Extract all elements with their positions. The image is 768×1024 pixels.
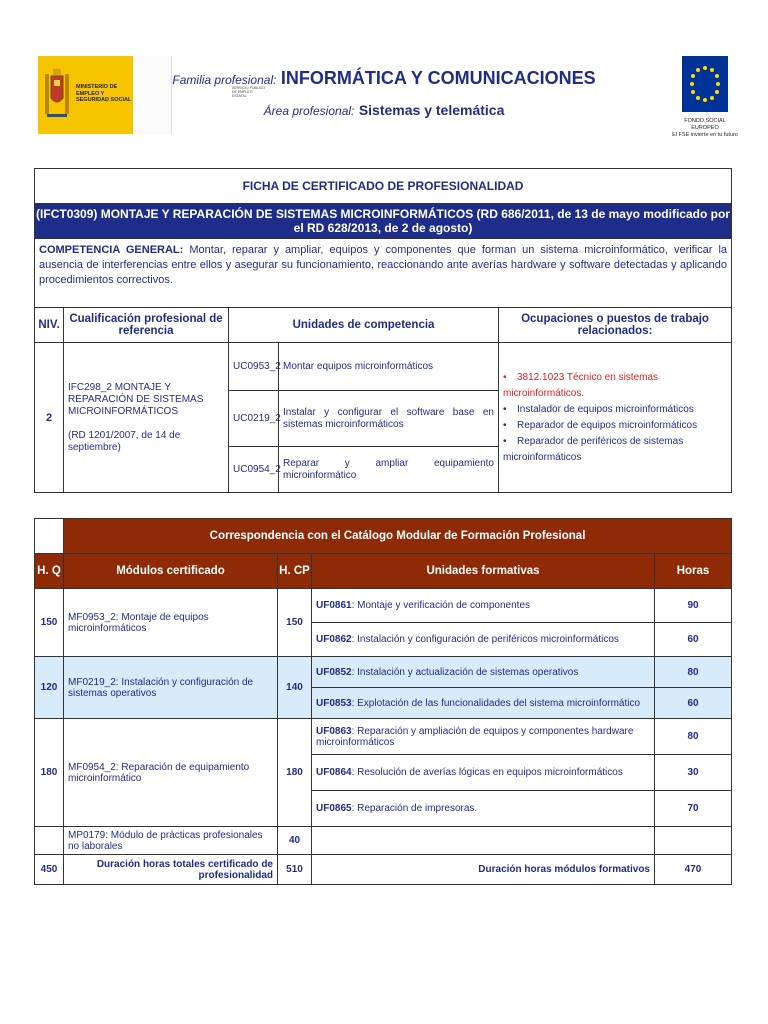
hcp-value: 180 [278, 719, 312, 827]
uf-code: UF0861 [316, 600, 352, 611]
uf-hours: 30 [655, 755, 732, 791]
ocupacion-text: Reparador de equipos microinformáticos [517, 419, 698, 431]
hq-value: 150 [35, 589, 64, 657]
col-header-ocupaciones: Ocupaciones o puestos de trabajo relacionados: [499, 308, 732, 343]
bullet-icon: • [503, 371, 507, 383]
uc-description: Instalar y configurar el software base en sistemas microinformáticos [279, 391, 499, 447]
ministry-name: MINISTERIO DE EMPLEO Y SEGURIDAD SOCIAL [76, 84, 132, 104]
correspondencia-title: Correspondencia con el Catálogo Modular de Formación Profesional [64, 519, 732, 554]
uf-desc: : Montaje y verificación de componentes [351, 600, 531, 611]
total-hq: 450 [35, 855, 64, 885]
ocupaciones-list [499, 343, 732, 493]
correspondencia-table [34, 518, 732, 885]
ficha-title: FICHA DE CERTIFICADO DE PROFESIONALIDAD [35, 169, 732, 204]
uc-code: UC0953_2 [229, 343, 279, 391]
hq-value: 120 [35, 657, 64, 719]
col-header-unidades-formativas: Unidades formativas [312, 554, 655, 589]
total-cert-label: Duración horas totales certificado de profesionalidad [64, 855, 278, 885]
competencia-label: COMPETENCIA GENERAL: [39, 244, 184, 256]
uf-code: UF0862 [316, 634, 352, 645]
col-header-niv: NIV. [35, 308, 64, 343]
uf-code: UF0852 [316, 666, 352, 678]
uf-cell [312, 657, 655, 688]
modulo-name: MF0954_2: Reparación de equipamiento microinformático [64, 719, 278, 827]
cualificacion-cell [64, 343, 229, 493]
certificado-title: (IFCT0309) MONTAJE Y REPARACIÓN DE SISTEMAS MICROINFORMÁTICOS (RD 686/2011, de 13 de mayo modificado por el RD 628/2013, de 2 de agosto) [35, 204, 732, 239]
uf-code: UF0863 [316, 725, 352, 737]
col-header-unidades: Unidades de competencia [229, 308, 499, 343]
eu-flag [682, 56, 728, 112]
col-header-horas: Horas [655, 554, 732, 589]
uf-desc: : Reparación y ampliación de equipos y componentes hardware microinformáticos [316, 725, 634, 748]
table-row [35, 719, 732, 755]
uf-hours: 80 [655, 657, 732, 688]
total-horas: 470 [655, 855, 732, 885]
col-header-cualificacion: Cualificación profesional de referencia [64, 308, 229, 343]
uf-cell [312, 623, 655, 657]
uf-hours: 70 [655, 791, 732, 827]
ocupacion-item [503, 418, 727, 434]
uf-desc: : Instalación y actualización de sistemas operativos [351, 666, 579, 678]
ocupacion-text: 3812.1023 Técnico en sistemas microinformáticos. [503, 371, 659, 399]
totals-row [35, 855, 732, 885]
uf-cell [312, 688, 655, 719]
competencia-text: Montar, reparar y ampliar, equipos y componentes que forman un sistema microinformático, verificar la ausencia de interferencias entre ellos y asegurar su funcionamiento, reaccionando ante averías hardware y software detectadas y aplicando procedimientos correctivos. [39, 244, 728, 286]
uc-description: Reparar y ampliar equipamiento microinformático [279, 447, 499, 493]
eu-stars-icon [682, 56, 728, 112]
uf-hours: 60 [655, 688, 732, 719]
competencia-general [35, 239, 732, 308]
col-header-modulos: Módulos certificado [64, 554, 278, 589]
area-label: Área profesional: [263, 104, 355, 118]
table-row [35, 657, 732, 688]
cualificacion-name: IFC298_2 MONTAJE Y REPARACIÓN DE SISTEMAS MICROINFORMÁTICOS [68, 381, 204, 417]
hcp-value: 150 [278, 589, 312, 657]
modulo-name: MF0219_2: Instalación y configuración de sistemas operativos [64, 657, 278, 719]
uf-cell [312, 791, 655, 827]
ocupacion-item [503, 434, 727, 466]
uf-hours: 80 [655, 719, 732, 755]
table-row [35, 589, 732, 623]
practicas-modulo: MP0179: Módulo de prácticas profesionales no laborales [64, 827, 278, 855]
col-header-hcp: H. CP [278, 554, 312, 589]
uc-code: UC0219_2 [229, 391, 279, 447]
uf-hours: 60 [655, 623, 732, 657]
ocupacion-text: Instalador de equipos microinformáticos [517, 403, 694, 415]
uf-cell [312, 719, 655, 755]
uf-desc: : Resolución de averías lógicas en equipos microinformáticos [351, 767, 623, 778]
hcp-value: 140 [278, 657, 312, 719]
cualificacion-rd: (RD 1201/2007, de 14 de septiembre) [68, 429, 181, 453]
table-row [35, 827, 732, 855]
uc-description: Montar equipos microinformáticos [279, 343, 499, 391]
familia-profesional [0, 68, 768, 89]
uf-desc: : Instalación y configuración de periféricos microinformáticos [351, 634, 619, 645]
nivel-value: 2 [35, 343, 64, 493]
eu-caption [670, 118, 740, 139]
area-profesional [0, 102, 768, 120]
uf-code: UF0853 [316, 697, 352, 709]
uf-desc: : Explotación de las funcionalidades del sistema microinformático [351, 697, 641, 709]
ocupacion-item [503, 370, 727, 402]
hq-value: 180 [35, 719, 64, 827]
familia-label: Familia profesional: [172, 73, 277, 87]
modulo-name: MF0953_2: Montaje de equipos microinformáticos [64, 589, 278, 657]
area-value: Sistemas y telemática [358, 102, 505, 118]
total-hcp: 510 [278, 855, 312, 885]
uf-code: UF0865 [316, 803, 352, 814]
uf-cell [312, 755, 655, 791]
uc-code: UC0954_2 [229, 447, 279, 493]
bullet-icon: • [503, 403, 507, 415]
uf-cell [312, 589, 655, 623]
ocupacion-item [503, 402, 727, 418]
uf-code: UF0864 [316, 767, 352, 778]
eu-caption-title: FONDO SOCIAL EUROPEO [684, 118, 726, 131]
service-name: SERVICIO PÚBLICO DE EMPLEO ESTATAL [232, 86, 266, 99]
familia-value: INFORMÁTICA Y COMUNICACIONES [280, 68, 596, 88]
uf-hours: 90 [655, 589, 732, 623]
ocupacion-text: Reparador de periféricos de sistemas microinformáticos [503, 435, 684, 463]
ficha-table [34, 168, 732, 493]
bullet-icon: • [503, 419, 507, 431]
total-mod-label: Duración horas módulos formativos [312, 855, 655, 885]
bullet-icon: • [503, 435, 507, 447]
uf-desc: : Reparación de impresoras. [351, 803, 478, 814]
col-header-hq: H. Q [35, 554, 64, 589]
eu-caption-slogan: El FSE invierte en tu futuro [672, 132, 738, 138]
practicas-hcp: 40 [278, 827, 312, 855]
